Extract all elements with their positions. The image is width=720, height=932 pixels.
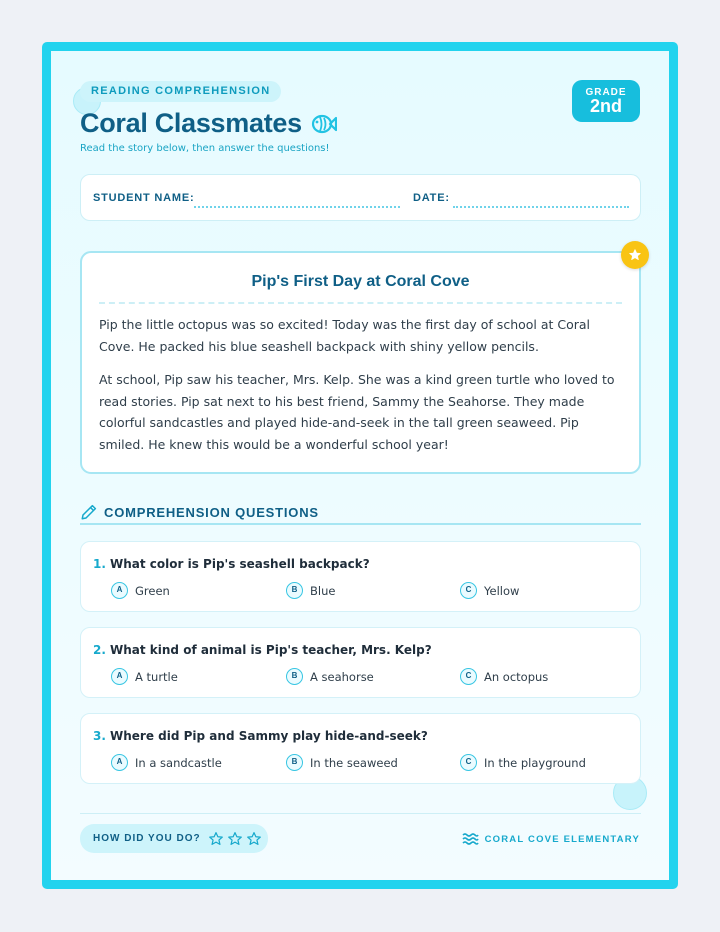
- question-number: 1.: [93, 557, 106, 571]
- waves-icon: [462, 832, 479, 846]
- option-text: In a sandcastle: [135, 755, 222, 770]
- answer-option[interactable]: [111, 668, 178, 685]
- star-outline-icon[interactable]: [208, 831, 224, 847]
- worksheet: [51, 51, 669, 880]
- option-text: Green: [135, 583, 170, 598]
- worksheet-frame: [42, 42, 678, 889]
- school-name: CORAL COVE ELEMENTARY: [484, 833, 640, 845]
- star-icon: [621, 241, 649, 269]
- story-paragraph: At school, Pip saw his teacher, Mrs. Kelp. She was a kind green turtle who loved to read stories. Pip sat next to his best friend, Sammy the Seahorse. They made colorful sandcastles and played hide-and-seek in the tall green seaweed. Pip smiled. He knew this would be a wonderful school year!: [99, 372, 615, 452]
- instructions: Read the story below, then answer the questions!: [80, 143, 330, 154]
- date-label: DATE:: [413, 192, 450, 204]
- question-text: Where did Pip and Sammy play hide-and-seek?: [110, 729, 428, 743]
- question-number: 3.: [93, 729, 106, 743]
- story-title: Pip's First Day at Coral Cove: [251, 273, 470, 290]
- option-letter[interactable]: C: [460, 668, 477, 685]
- option-text: In the playground: [484, 755, 586, 770]
- question-text: What kind of animal is Pip's teacher, Mrs. Kelp?: [110, 643, 432, 657]
- questions-title: COMPREHENSION QUESTIONS: [104, 505, 319, 520]
- date-field[interactable]: [453, 206, 629, 208]
- student-name-field[interactable]: [194, 206, 400, 208]
- option-text: An octopus: [484, 669, 549, 684]
- rating-stars: [208, 831, 265, 847]
- option-text: A seahorse: [310, 669, 374, 684]
- page-title: Coral Classmates: [80, 108, 302, 138]
- footer-divider: [80, 813, 641, 814]
- story-divider: [99, 302, 622, 304]
- self-rating: [80, 824, 268, 853]
- option-text: A turtle: [135, 669, 178, 684]
- option-letter[interactable]: B: [286, 668, 303, 685]
- question-text: What color is Pip's seashell backpack?: [110, 557, 370, 571]
- option-letter[interactable]: B: [286, 754, 303, 771]
- option-letter[interactable]: A: [111, 582, 128, 599]
- answer-option[interactable]: [286, 754, 398, 771]
- answer-option[interactable]: [286, 582, 335, 599]
- answer-option[interactable]: [460, 754, 586, 771]
- answer-option[interactable]: [286, 668, 374, 685]
- option-letter[interactable]: C: [460, 754, 477, 771]
- question-card: [80, 541, 641, 612]
- school-mark: [462, 832, 640, 846]
- star-outline-icon[interactable]: [227, 831, 243, 847]
- student-name-label: STUDENT NAME:: [93, 192, 195, 204]
- questions-header: [80, 503, 641, 525]
- question-card: [80, 627, 641, 698]
- pencil-icon: [80, 503, 98, 521]
- answer-option[interactable]: [111, 582, 170, 599]
- story-card: [80, 251, 641, 474]
- title-row: [80, 108, 337, 139]
- grade-value: 2nd: [589, 96, 622, 116]
- option-text: Blue: [310, 583, 336, 598]
- option-letter[interactable]: C: [460, 582, 477, 599]
- option-text: In the seaweed: [310, 755, 398, 770]
- worksheet-tag: READING COMPREHENSION: [80, 81, 281, 102]
- question-card: [80, 713, 641, 784]
- question-number: 2.: [93, 643, 106, 657]
- grade-label: GRADE: [585, 87, 627, 98]
- story-paragraph: Pip the little octopus was so excited! Today was the first day of school at Coral Cove. He packed his blue seashell backpack with shiny yellow pencils.: [99, 317, 591, 354]
- option-letter[interactable]: B: [286, 582, 303, 599]
- answer-option[interactable]: [111, 754, 222, 771]
- option-letter[interactable]: A: [111, 668, 128, 685]
- option-text: Yellow: [484, 583, 520, 598]
- star-outline-icon[interactable]: [246, 831, 262, 847]
- rating-label: HOW DID YOU DO?: [93, 833, 201, 844]
- fish-icon: [309, 110, 337, 138]
- option-letter[interactable]: A: [111, 754, 128, 771]
- student-info-box: [80, 174, 641, 221]
- grade-badge: [572, 80, 640, 122]
- answer-option[interactable]: [460, 582, 519, 599]
- answer-option[interactable]: [460, 668, 548, 685]
